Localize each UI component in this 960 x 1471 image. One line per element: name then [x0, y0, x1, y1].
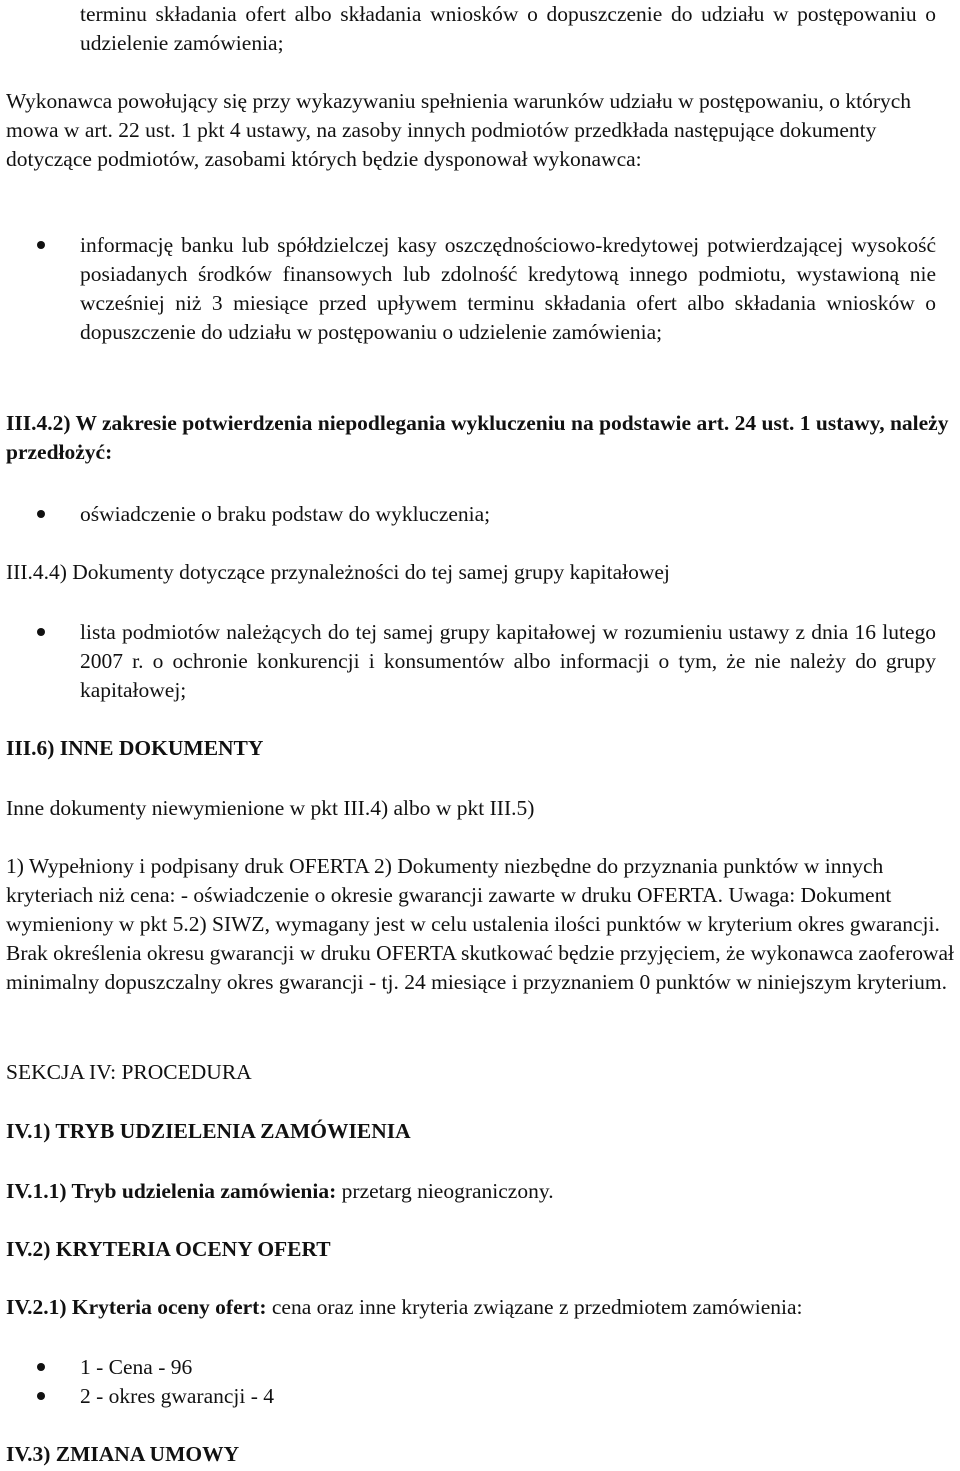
section-iv-title: SEKCJA IV: PROCEDURA	[6, 1060, 252, 1084]
heading-iii-6: III.6) INNE DOKUMENTY	[6, 736, 264, 760]
bullet-dot	[37, 1363, 45, 1371]
iv-1-1-value: przetarg nieograniczony.	[336, 1179, 554, 1203]
iv-2-1-line	[6, 1293, 954, 1322]
iv-1-1-line	[6, 1177, 954, 1206]
criteria-item: 2 - okres gwarancji - 4	[80, 1384, 275, 1408]
bullet-bank-text: informację banku lub spółdzielczej kasy oszczędnościowo-kredytowej potwierdzającej wysokość posiadanych środków finansowych lub zdolność kredytową innego podmiotu, wystawioną nie wcześniej niż 3 miesiące przed upływem terminu składania ofert albo składania wniosków o dopuszczenie do udziału w postępowaniu o udzielenie zamówienia;	[80, 233, 936, 344]
paragraph-wykonawca: Wykonawca powołujący się przy wykazywaniu spełnienia warunków udziału w postępowaniu, o których mowa w art. 22 ust. 1 pkt 4 ustawy, na zasoby innych podmiotów przedkłada następujące dokumenty dotyczące podmiotów, zasobami których będzie dysponował wykonawca:	[6, 89, 912, 171]
heading-iii-4-2: III.4.2) W zakresie potwierdzenia niepodlegania wykluczeniu na podstawie art. 24 ust. 1 ustawy, należy przedłożyć:	[6, 411, 949, 464]
bullet-dot	[37, 628, 45, 636]
bullet-oswiadczenie-text: oświadczenie o braku podstaw do wykluczenia;	[80, 502, 491, 526]
criteria-item: 1 - Cena - 96	[80, 1355, 193, 1379]
bullet-dot	[37, 1392, 45, 1400]
iv-1-1-label: IV.1.1) Tryb udzielenia zamówienia:	[6, 1179, 337, 1203]
top-continuation-text: terminu składania ofert albo składania wniosków o dopuszczenie do udziału w postępowaniu o udzielenie zamówienia;	[80, 2, 936, 55]
iv-2-1-label: IV.2.1) Kryteria oceny ofert:	[6, 1295, 267, 1319]
heading-iv-1: IV.1) TRYB UDZIELENIA ZAMÓWIENIA	[6, 1119, 411, 1143]
heading-iv-2: IV.2) KRYTERIA OCENY OFERT	[6, 1237, 331, 1261]
bullet-lista-text: lista podmiotów należących do tej samej grupy kapitałowej w rozumieniu ustawy z dnia 16 lutego 2007 r. o ochronie konkurencji i konsumentów albo informacji o tym, że nie należy do grupy kapitałowej;	[80, 620, 936, 702]
paragraph-oferta: 1) Wypełniony i podpisany druk OFERTA 2) Dokumenty niezbędne do przyznania punktów w innych kryteriach niż cena: - oświadczenie o okresie gwarancji zawarte w druku OFERTA. Uwaga: Dokument wymieniony w pkt 5.2) SIWZ, wymagany jest w celu ustalenia ilości punktów w kryterium okres gwarancji. Brak określenia okresu gwarancji w druku OFERTA skutkować będzie przyjęciem, że wykonawca zaoferował minimalny dopuszczalny okres gwarancji - tj. 24 miesiące i przyznaniem 0 punktów w niniejszym kryterium.	[6, 854, 955, 994]
bullet-dot	[37, 510, 45, 518]
iv-2-1-value: cena oraz inne kryteria związane z przedmiotem zamówienia:	[266, 1295, 803, 1319]
heading-iv-3: IV.3) ZMIANA UMOWY	[6, 1442, 240, 1466]
inne-dokumenty-text: Inne dokumenty niewymienione w pkt III.4) albo w pkt III.5)	[6, 796, 535, 820]
heading-iii-4-4: III.4.4) Dokumenty dotyczące przynależności do tej samej grupy kapitałowej	[6, 560, 670, 584]
bullet-dot	[37, 241, 45, 249]
